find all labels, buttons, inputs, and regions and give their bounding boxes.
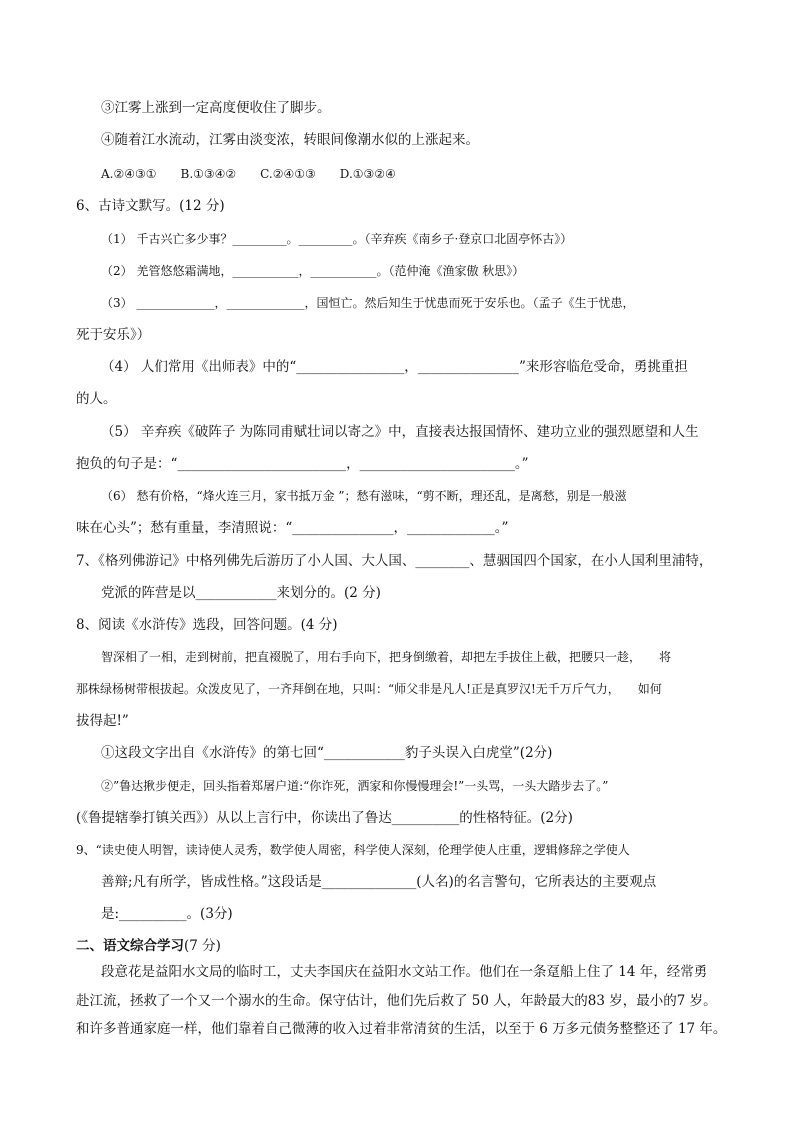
q8-sub-2-line2: (《鲁提辖拳打镇关西》）从以上言行中，你读出了鲁达__________的性格特征。(2分) [76, 810, 573, 826]
section-2-para-line3: 和许多普通家庭一样，他们靠着自己微薄的收入过着非常清贫的生活，以至于 6 万多元债务整整还了 17 年。 [76, 1021, 727, 1037]
q8-passage-line3: 拔得起!” [76, 713, 129, 729]
q9-line-3: 是:__________。(3分) [101, 906, 233, 922]
q7-line-1: 7、《格列佛游记》中格列佛先后游历了小人国、大人国、________、慧骃国四个国家，在小人国利里浦特， [76, 553, 713, 569]
section-2-score: (7 分) [184, 938, 221, 954]
q6-item-1: （1） 千古兴亡多少事？_________。_________。（辛弃疾《南乡子·登京口北固亭怀古》） [101, 232, 573, 246]
q6-item-5-line2: 抱负的句子是：“_________________________，_______________________。” [76, 456, 529, 472]
section-2-para-line2: 赴江流，拯救了一个又一个溺水的生命。保守估计，他们先后救了 50 人，年龄最大的83 岁，最小的7 岁。 [76, 993, 717, 1009]
q6-item-3-line1: （3） _____________，_____________，国恒亡。然后知生于忧患而死于安乐也。（孟子《生于忧患， [101, 296, 635, 310]
q6-item-3-line2: 死于安乐》） [76, 327, 151, 343]
q8-sub-1: ①这段文字出自《水浒传》的第七回“____________豹子头误入白虎堂”(2分) [101, 745, 553, 761]
q8-passage-line1: 智深相了一相，走到树前，把直裰脱了，用右手向下，把身倒缴着，却把左手拔住上截，把腰只一趁， 将 [101, 650, 672, 664]
q9-line-1: 9、“读史使人明智，读诗使人灵秀，数学使人周密，科学使人深刻，伦理学使人庄重，逻辑修辞之学使人 [76, 843, 630, 857]
section-2-heading [76, 936, 221, 956]
section-2-para-line1: 段意花是益阳水文局的临时工，丈夫李国庆在益阳水文站工作。他们在一条趸船上住了 14 年，经常勇 [101, 964, 708, 980]
q6-title: 6、古诗文默写。(12 分) [76, 198, 225, 214]
q6-item-5-line1: （5） 辛弃疾《破阵子 为陈同甫赋壮词以寄之》中，直接表达报国情怀、建功立业的强烈愿望和人生 [101, 424, 699, 440]
q6-item-6-line2: 味在心头”；愁有重量，李清照说：“_______________，_____________。” [76, 520, 509, 536]
sentence-3: ③江雾上涨到一定高度便收住了脚步。 [101, 100, 331, 116]
q7-line-2: 党派的阵营是以____________来划分的。(2 分) [101, 585, 381, 601]
q8-title: 8、阅读《水浒传》选段，回答问题。(4 分) [76, 617, 338, 633]
q6-item-4-line1: （4） 人们常用《出师表》中的“________________，_______________”来形容临危受命，勇挑重担 [101, 359, 688, 375]
q8-passage-line2: 那株绿杨树带根拔起。众泼皮见了，一齐拜倒在地，只叫：“师父非是凡人!正是真罗汉!无千万斤气力， 如何 [76, 682, 662, 696]
section-2-title: 二、语文综合学习 [76, 938, 184, 954]
answer-options: A.②④③① B.①③④② C.②④①③ D.①③②④ [101, 167, 396, 181]
q6-item-6-line1: （6） 愁有价格，“烽火连三月，家书抵万金 ”；愁有滋味，“剪不断，理还乱，是离愁，别是一般滋 [101, 489, 627, 503]
q8-sub-2-line1: ②”鲁达揪步便走，回头指着郑屠户道:“你诈死，洒家和你慢慢理会!”一头骂，一头大踏步去了。” [101, 779, 609, 793]
q6-item-2: （2） 羌管悠悠霜满地，___________，___________。（范仲淹《渔家傲 秋思》） [101, 264, 525, 278]
q9-line-2: 善辩;凡有所学，皆成性格。”这段话是______________(人名)的名言警句，它所表达的主要观点 [101, 874, 657, 890]
q6-item-4-line2: 的人。 [76, 391, 117, 407]
sentence-4: ④随着江水流动，江雾由淡变浓，转眼间像潮水似的上涨起来。 [101, 132, 479, 148]
